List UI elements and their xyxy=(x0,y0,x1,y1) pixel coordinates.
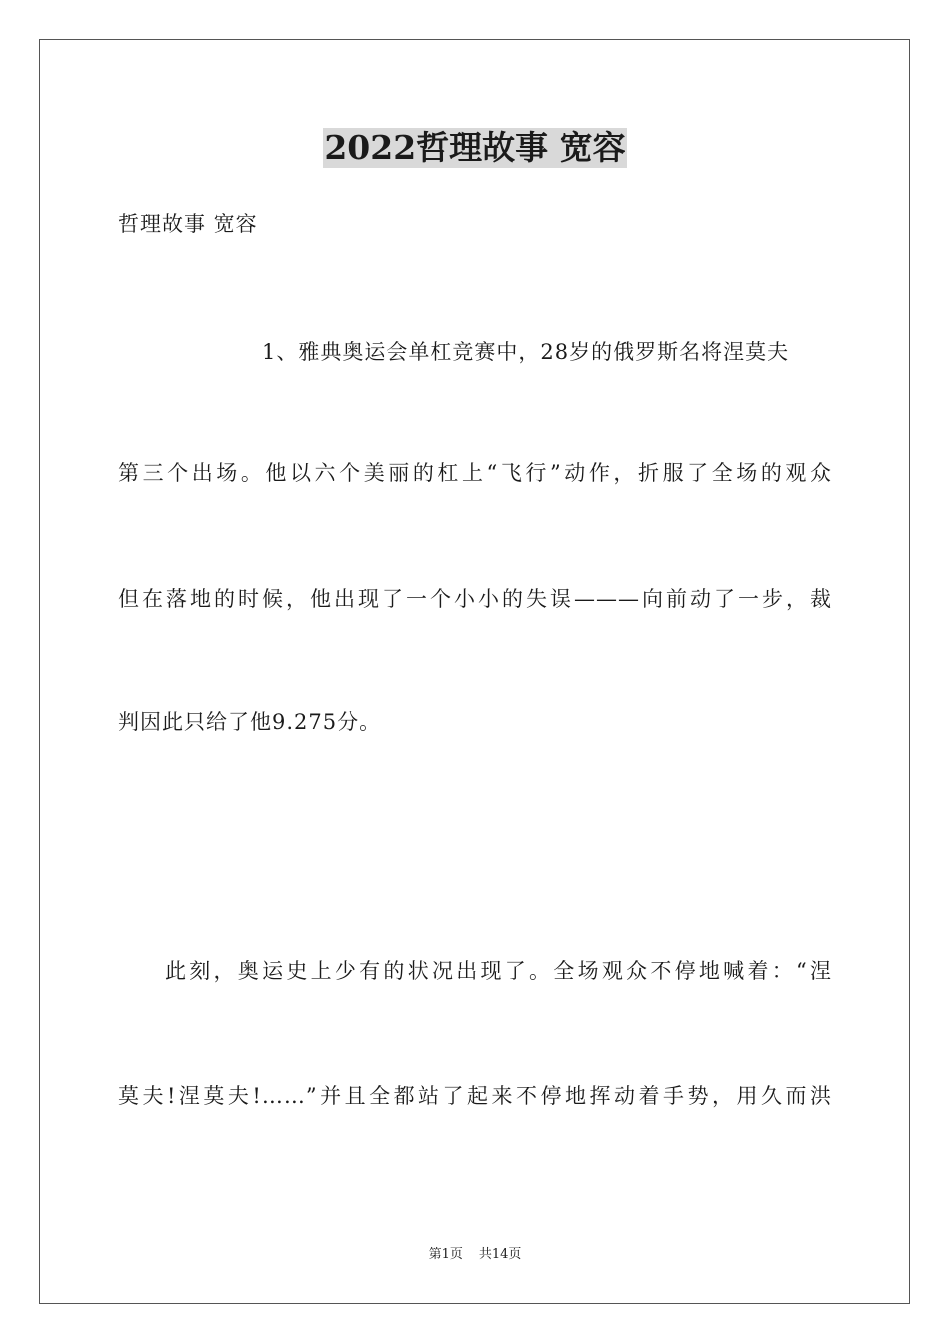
document-subtitle: 哲理故事 宽容 xyxy=(118,212,258,236)
paragraph-2-line-1: 此刻，奥运史上少有的状况出现了。全场观众不停地喊着：“涅 xyxy=(165,959,832,983)
paragraph-1-line-4: 判因此只给了他9.275分。 xyxy=(118,710,382,734)
paragraph-1-line-3: 但在落地的时候，他出现了一个小小的失误———向前动了一步，裁 xyxy=(118,587,832,611)
title-container xyxy=(0,128,950,168)
document-title: 2022哲理故事 宽容 xyxy=(324,128,626,167)
page-footer xyxy=(0,1246,950,1264)
page-number: 第1页 xyxy=(428,1247,463,1262)
paragraph-1-line-1: 1、雅典奥运会单杠竞赛中，28岁的俄罗斯名将涅莫夫 xyxy=(262,340,790,364)
paragraph-1-line-2: 第三个出场。他以六个美丽的杠上“飞行”动作，折服了全场的观众 xyxy=(118,461,832,485)
paragraph-2-line-2: 莫夫!涅莫夫!……”并且全都站了起来不停地挥动着手势，用久而洪 xyxy=(118,1084,832,1108)
page-total: 共14页 xyxy=(478,1247,522,1262)
